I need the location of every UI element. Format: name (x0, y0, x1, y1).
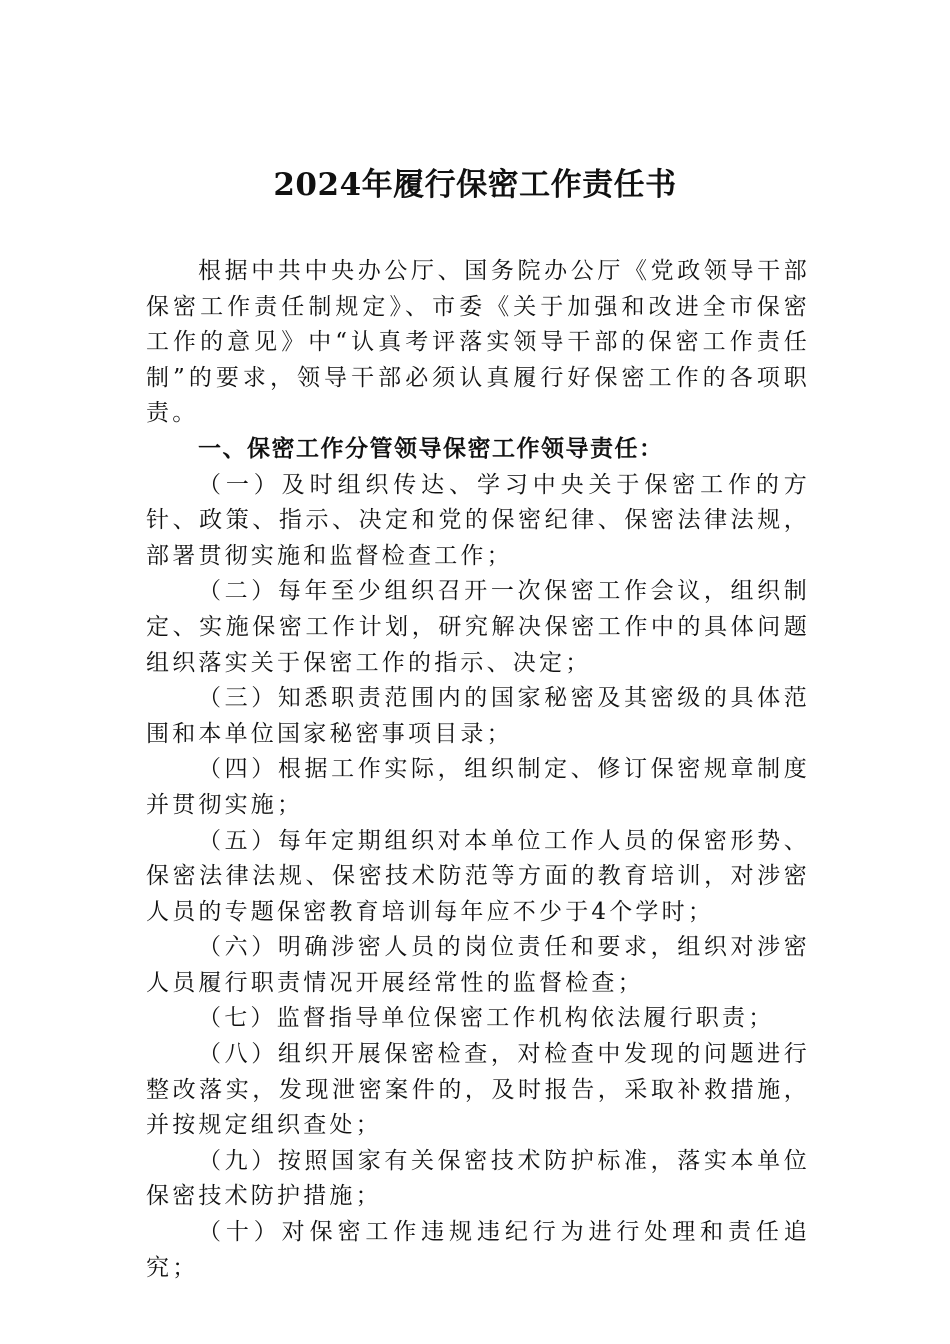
section-heading: 一、保密工作分管领导保密工作领导责任： (198, 435, 664, 462)
list-item: （二）每年至少组织召开一次保密工作会议，组织制定、实施保密工作计划，研究解决保密工作中的具体问题组织落实关于保密工作的指示、决定； (146, 578, 810, 676)
intro-paragraph: 根据中共中央办公厅、国务院办公厅《党政领导干部保密工作责任制规定》、市委《关于加强和改进全市保密工作的意见》中“认真考评落实领导干部的保密工作责任制”的要求，领导干部必须认真履行好保密工作的各项职责。 (146, 258, 810, 427)
list-item: （一）及时组织传达、学习中央关于保密工作的方针、政策、指示、决定和党的保密纪律、保密法律法规，部署贯彻实施和监督检查工作； (146, 471, 810, 569)
list-item: （四）根据工作实际，组织制定、修订保密规章制度并贯彻实施； (146, 756, 810, 818)
list-item: （七）监督指导单位保密工作机构依法履行职责； (198, 1005, 775, 1032)
list-item: （八）组织开展保密检查，对检查中发现的问题进行整改落实，发现泄密案件的，及时报告，采取补救措施，并按规定组织查处； (146, 1041, 810, 1139)
list-item: （九）按照国家有关保密技术防护标准，落实本单位保密技术防护措施； (146, 1147, 810, 1210)
list-item: （六）明确涉密人员的岗位责任和要求，组织对涉密人员履行职责情况开展经常性的监督检查； (146, 934, 810, 996)
document-title: 2024年履行保密工作责任书 (273, 167, 677, 203)
list-item: （三）知悉职责范围内的国家秘密及其密级的具体范围和本单位国家秘密事项目录； (146, 685, 810, 747)
document-body (146, 254, 810, 1286)
list-item: （五）每年定期组织对本单位工作人员的保密形势、保密法律法规、保密技术防范等方面的教育培训，对涉密人员的专题保密教育培训每年应不少于4个学时； (146, 827, 810, 925)
list-item: （十）对保密工作违规违纪行为进行处理和责任追究； (146, 1219, 810, 1281)
